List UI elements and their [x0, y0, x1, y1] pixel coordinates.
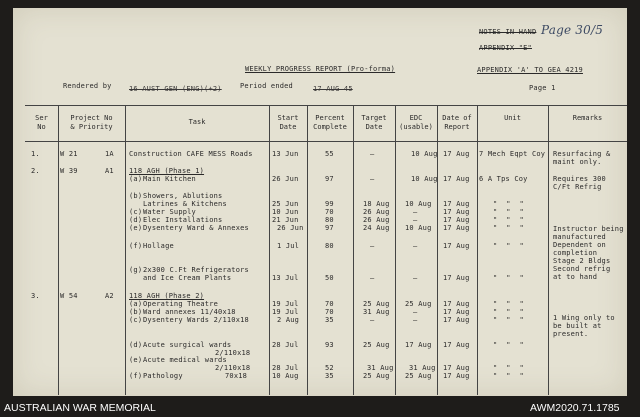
cell-edc: –	[413, 216, 418, 224]
cell-target: 25 Aug	[363, 372, 390, 380]
cell-remarks: C/Ft Refrig	[553, 183, 602, 191]
cell-start: 26 Jun	[277, 224, 304, 232]
ditto-marks: " " "	[493, 200, 524, 208]
cell-start: 10 Jun	[272, 208, 299, 216]
cell-remarks: Requires 300	[553, 175, 606, 183]
appendix-ref: APPENDIX 'A' TO GEA 4219	[477, 66, 583, 74]
cell-start: 19 Jul	[272, 300, 299, 308]
col-header-percent: Percent Complete	[313, 114, 347, 131]
cell-report: 17 Aug	[443, 216, 470, 224]
cell-edc: 10 Aug	[411, 150, 438, 158]
cell-start: 13 Jun	[272, 150, 299, 158]
footer-accession: AWM2020.71.1785	[530, 402, 620, 414]
cell-remarks: be built at	[553, 322, 602, 330]
cell-report: 17 Aug	[443, 341, 470, 349]
cell-start: 1 Jul	[277, 242, 300, 250]
cell-percent: 97	[325, 224, 334, 232]
cell-letter: (e)	[129, 356, 143, 364]
cell-report: 17 Aug	[443, 208, 470, 216]
cell-edc: 10 Aug	[405, 224, 432, 232]
cell-task: Operating Theatre	[143, 300, 219, 308]
cell-start: 2 Aug	[277, 316, 300, 324]
ditto-marks: " " "	[493, 372, 524, 380]
col-header-edc: EDC (usable)	[399, 114, 433, 131]
cell-edc: –	[413, 308, 418, 316]
cell-percent: 50	[325, 274, 334, 282]
cell-letter: (f)	[129, 242, 143, 250]
cell-start: 13 Jul	[272, 274, 299, 282]
cell-letter: (c)	[129, 208, 143, 216]
cell-target: –	[370, 150, 375, 158]
cell-priority: A1	[105, 167, 114, 175]
cell-remarks: at to hand	[553, 273, 598, 281]
cell-task-size: 70x18	[225, 372, 248, 380]
ditto-marks: " " "	[493, 364, 524, 372]
document-page	[13, 8, 627, 396]
cell-percent: 70	[325, 308, 334, 316]
cell-start: 10 Aug	[272, 372, 299, 380]
cell-percent: 99	[325, 200, 334, 208]
ditto-marks: " " "	[493, 216, 524, 224]
cell-edc: –	[413, 208, 418, 216]
cell-edc: 25 Aug	[405, 372, 432, 380]
cell-task: 2x300 C.Ft Refrigerators	[143, 266, 249, 274]
col-divider	[125, 105, 126, 395]
cell-target: 31 Aug	[367, 364, 394, 372]
col-header-project: Project No & Priority	[70, 114, 113, 131]
cell-letter: (a)	[129, 300, 143, 308]
ditto-marks: " " "	[493, 316, 524, 324]
cell-edc: 10 Aug	[405, 200, 432, 208]
cell-ser: 2.	[31, 167, 40, 175]
cell-edc: 17 Aug	[405, 341, 432, 349]
cell-report: 17 Aug	[443, 372, 470, 380]
cell-task: Dysentery Ward & Annexes	[143, 224, 249, 232]
cell-target: 18 Aug	[363, 200, 390, 208]
cell-start: 19 Jul	[272, 308, 299, 316]
cell-percent: 80	[325, 242, 334, 250]
cell-start: 28 Jul	[272, 364, 299, 372]
cell-task-size: 2/110x18	[215, 349, 251, 357]
cell-task-heading: 118 AGH (Phase 1)	[129, 167, 205, 175]
ditto-marks: " " "	[493, 300, 524, 308]
ditto-marks: " " "	[493, 308, 524, 316]
col-header-unit: Unit	[504, 114, 521, 122]
cell-remarks: maint only.	[553, 158, 602, 166]
cell-task: Construction CAFE MESS Roads	[129, 150, 253, 158]
handwritten-page-note: Page 30/5	[541, 23, 604, 37]
table-top-rule	[25, 105, 627, 106]
col-divider	[437, 105, 438, 395]
cell-task: Elec Installations	[143, 216, 223, 224]
cell-start: 28 Jul	[272, 341, 299, 349]
cell-unit: 6 A Tps Coy	[479, 175, 528, 183]
notes-stamp: NOTES IN HAND	[479, 28, 537, 36]
cell-start: 21 Jun	[272, 216, 299, 224]
table-header-rule	[25, 141, 627, 142]
cell-remarks: present.	[553, 330, 589, 338]
cell-task-size: 2/110x18	[215, 364, 251, 372]
cell-remarks: manufactured	[553, 233, 606, 241]
cell-report: 17 Aug	[443, 200, 470, 208]
col-divider	[58, 105, 59, 395]
cell-percent: 35	[325, 316, 334, 324]
cell-report: 17 Aug	[443, 150, 470, 158]
cell-remarks: Resurfacing &	[553, 150, 611, 158]
cell-ser: 1.	[31, 150, 40, 158]
cell-target: 26 Aug	[363, 208, 390, 216]
cell-report: 17 Aug	[443, 364, 470, 372]
cell-priority: 1A	[105, 150, 114, 158]
cell-letter: (a)	[129, 175, 143, 183]
cell-percent: 97	[325, 175, 334, 183]
col-header-remarks: Remarks	[572, 114, 603, 122]
cell-remarks: Instructor being	[553, 225, 624, 233]
cell-target: –	[370, 175, 375, 183]
cell-unit: 7 Mech Eqpt Coy	[479, 150, 546, 158]
cell-percent: 93	[325, 341, 334, 349]
cell-edc: 31 Aug	[409, 364, 436, 372]
rendered-by-label: Rendered by	[63, 82, 112, 90]
cell-remarks: Stage 2 Bldgs	[553, 257, 611, 265]
cell-start: 25 Jun	[272, 200, 299, 208]
cell-edc: 10 Aug	[411, 175, 438, 183]
cell-task: Latrines & Kitchens	[143, 200, 227, 208]
ditto-marks: " " "	[493, 341, 524, 349]
cell-remarks: Second refrig	[553, 265, 611, 273]
cell-letter: (b)	[129, 192, 143, 200]
cell-percent: 70	[325, 208, 334, 216]
cell-target: –	[370, 274, 375, 282]
ditto-marks: " " "	[493, 224, 524, 232]
cell-letter: (f)	[129, 372, 143, 380]
cell-remarks: Dependent on	[553, 241, 606, 249]
cell-letter: (e)	[129, 224, 143, 232]
cell-edc: –	[413, 316, 418, 324]
cell-task: Acute surgical wards	[143, 341, 232, 349]
cell-task: Acute medical wards	[143, 356, 227, 364]
col-divider	[548, 105, 549, 395]
cell-report: 17 Aug	[443, 175, 470, 183]
cell-task: Water Supply	[143, 208, 196, 216]
cell-target: 25 Aug	[363, 300, 390, 308]
footer-source: AUSTRALIAN WAR MEMORIAL	[4, 402, 156, 414]
cell-target: 31 Aug	[363, 308, 390, 316]
cell-report: 17 Aug	[443, 274, 470, 282]
cell-target: 25 Aug	[363, 341, 390, 349]
cell-remarks: 1 Wing only to	[553, 314, 615, 322]
period-label: Period ended	[240, 82, 293, 90]
cell-task: Ward annexes 11/40x18	[143, 308, 236, 316]
cell-start: 26 Jun	[272, 175, 299, 183]
ditto-marks: " " "	[493, 274, 524, 282]
col-header-target: Target Date	[361, 114, 387, 131]
cell-percent: 70	[325, 300, 334, 308]
cell-edc: –	[413, 242, 418, 250]
col-divider	[395, 105, 396, 395]
cell-ser: 3.	[31, 292, 40, 300]
cell-task: Pathology	[143, 372, 183, 380]
cell-report: 17 Aug	[443, 300, 470, 308]
cell-project: W 21	[60, 150, 78, 158]
page-number: Page 1	[529, 84, 556, 92]
cell-report: 17 Aug	[443, 308, 470, 316]
cell-remarks: completion	[553, 249, 598, 257]
cell-task: and Ice Cream Plants	[143, 274, 232, 282]
cell-letter: (g)	[129, 266, 143, 274]
cell-task: Main Kitchen	[143, 175, 196, 183]
cell-letter: (c)	[129, 316, 143, 324]
col-header-task: Task	[188, 118, 206, 126]
cell-project: W 54	[60, 292, 78, 300]
period-value: 17 AUG 45	[313, 85, 353, 93]
cell-report: 17 Aug	[443, 224, 470, 232]
cell-project: W 39	[60, 167, 78, 175]
col-divider	[353, 105, 354, 395]
rendered-by-value: 16 AUST GEN (ENG)(+2)	[129, 85, 222, 93]
report-title: WEEKLY PROGRESS REPORT (Pro-forma)	[245, 65, 396, 73]
cell-percent: 55	[325, 150, 334, 158]
cell-task-heading: 118 AGH (Phase 2)	[129, 292, 205, 300]
cell-letter: (d)	[129, 341, 143, 349]
cell-task: Dysentery Wards 2/110x18	[143, 316, 249, 324]
cell-report: 17 Aug	[443, 242, 470, 250]
cell-percent: 80	[325, 216, 334, 224]
cell-edc: –	[413, 274, 418, 282]
cell-task: Showers, Ablutions	[143, 192, 223, 200]
ditto-marks: " " "	[493, 208, 524, 216]
cell-percent: 35	[325, 372, 334, 380]
cell-target: –	[370, 242, 375, 250]
cell-letter: (b)	[129, 308, 143, 316]
cell-letter: (d)	[129, 216, 143, 224]
col-divider	[269, 105, 270, 395]
cell-target: 26 Aug	[363, 216, 390, 224]
cell-priority: A2	[105, 292, 114, 300]
appendix-stamp: APPENDIX "E"	[479, 44, 532, 52]
cell-edc: 25 Aug	[405, 300, 432, 308]
ditto-marks: " " "	[493, 242, 524, 250]
cell-target: 24 Aug	[363, 224, 390, 232]
col-header-report: Date of Report	[442, 114, 472, 131]
cell-percent: 52	[325, 364, 334, 372]
cell-report: 17 Aug	[443, 316, 470, 324]
col-header-start: Start Date	[277, 114, 299, 131]
cell-target: –	[370, 316, 375, 324]
cell-task: Hollage	[143, 242, 174, 250]
col-divider	[477, 105, 478, 395]
col-header-ser: Ser No	[35, 114, 48, 131]
col-divider	[307, 105, 308, 395]
